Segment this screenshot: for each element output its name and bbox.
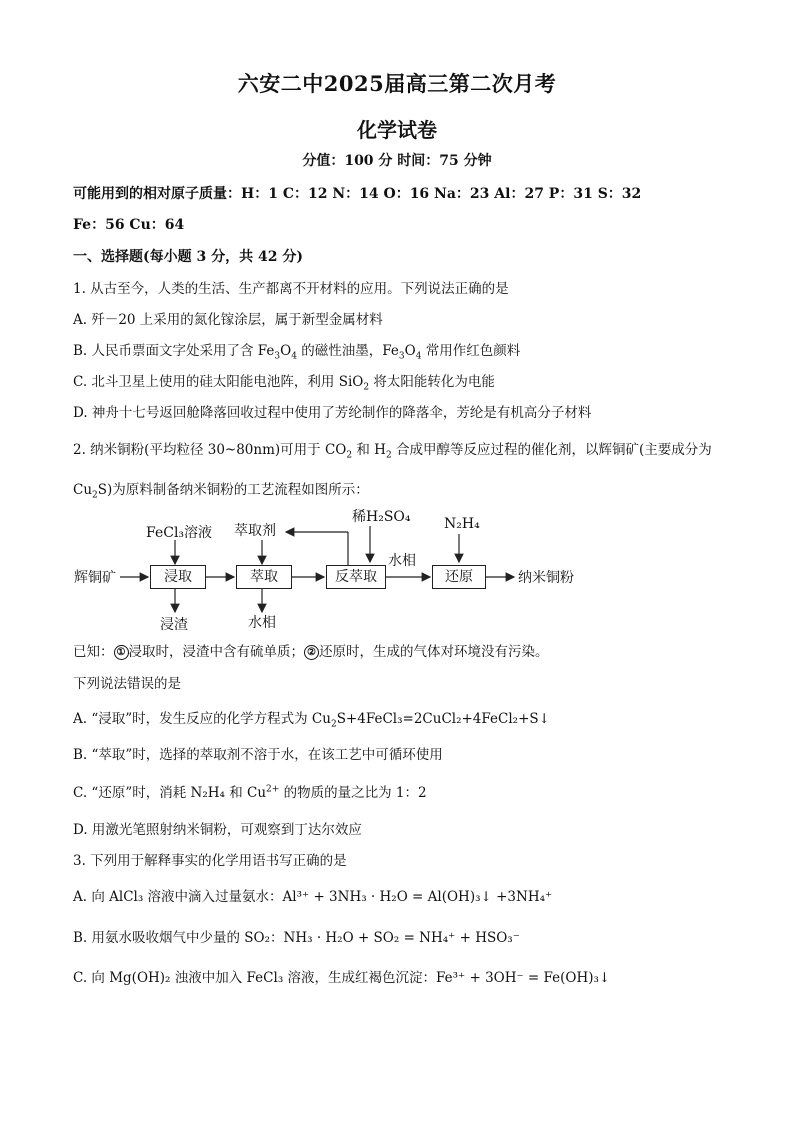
- process-flow-diagram: [70, 504, 610, 634]
- circled-two: ②: [304, 645, 319, 660]
- q2-stem: 2. 纳米铜粉(平均粒径 30~80nm)可用于 $CO_2$ 和 $H_2$ 合成甲醇等反应过程的催化剂，以辉铜矿(主要成分为: [73, 442, 712, 461]
- flow-step1-output: 浸渣: [160, 617, 188, 633]
- flow-step-extraction: 萃取: [236, 565, 292, 589]
- flow-step4-input: N₂H₄: [444, 516, 480, 532]
- q1-option-d: D. 神舟十七号返回舱降落回收过程中使用了芳纶制作的降落伞，芳纶是有机高分子材料: [73, 405, 592, 421]
- q2-known: 已知： ① 浸取时，浸渣中含有硫单质； ② 还原时，生成的气体对环境没有污染。: [73, 644, 549, 660]
- q2-option-a: A. “浸取”时，发生反应的化学方程式为 $Cu_2S+4FeCl_3=2CuCl_2+4FeCl_2+S↓$: [73, 711, 550, 730]
- flow-step2-output: 水相: [248, 615, 276, 631]
- flow-step-back-extraction: 反萃取: [326, 565, 386, 589]
- flow-step1-input: FeCl₃溶液: [146, 525, 213, 541]
- q2-option-d: D. 用激光笔照射纳米铜粉，可观察到丁达尔效应: [73, 822, 362, 838]
- flow-step-reduction: 还原: [432, 565, 486, 589]
- q1-option-b: B. 人民币票面文字处采用了含 $Fe_3O_4$ 的磁性油墨，$Fe_3O_4$ 常用作红色颜料: [73, 343, 521, 362]
- subject-title: 化学试卷: [357, 118, 437, 142]
- q3-option-a: A. 向 AlCl₃ 溶液中滴入过量氨水：Al³⁺ + 3NH₃ · H₂O = Al(OH)₃↓ +3NH₄⁺: [73, 889, 553, 905]
- q2-option-c: C. “还原”时，消耗 N₂H₄ 和 $Cu^{2+}$ 的物质的量之比为 1：2: [73, 784, 427, 801]
- q1-stem: 1. 从古至今，人类的生活、生产都离不开材料的应用。下列说法正确的是: [73, 281, 509, 297]
- q2-option-b: B. “萃取”时，选择的萃取剂不溶于水，在该工艺中可循环使用: [73, 747, 443, 763]
- q3-option-b: B. 用氨水吸收烟气中少量的 SO₂：NH₃ · H₂O + SO₂ = NH₄⁺ + HSO₃⁻: [73, 930, 520, 946]
- flow-step3-input: 稀H₂SO₄: [352, 509, 411, 525]
- q1-option-c: C. 北斗卫星上使用的硅太阳能电池阵，利用 SiO$_2$ 将太阳能转化为电能: [73, 374, 495, 393]
- q2-stem-2: $Cu_2S$)为原料制备纳米铜粉的工艺流程如图所示：: [73, 482, 369, 501]
- flow-output-label: 纳米铜粉: [518, 570, 574, 586]
- atomic-mass-line-1: 可能用到的相对原子质量：H：1 C：12 N：14 O：16 Na：23 Al：27 P：31 S：32: [73, 186, 642, 202]
- q1-option-a: A. 歼－20 上采用的氮化镓涂层，属于新型金属材料: [73, 312, 383, 328]
- flow-step2-input: 萃取剂: [234, 523, 276, 539]
- circled-one: ①: [114, 645, 129, 660]
- flow-step-leaching: 浸取: [150, 565, 206, 589]
- exam-meta: 分值：100 分 时间：75 分钟: [302, 153, 492, 169]
- q3-option-c: C. 向 Mg(OH)₂ 浊液中加入 FeCl₃ 溶液，生成红褐色沉淀：Fe³⁺ + 3OH⁻ = Fe(OH)₃↓: [73, 970, 611, 986]
- exam-title: 六安二中2025届高三第二次月考: [237, 71, 557, 96]
- flow-input-label: 辉铜矿: [74, 570, 116, 586]
- q2-ask: 下列说法错误的是: [73, 676, 181, 692]
- q3-stem: 3. 下列用于解释事实的化学用语书写正确的是: [73, 853, 347, 869]
- atomic-mass-line-2: Fe：56 Cu：64: [73, 217, 185, 233]
- section-heading: 一、选择题(每小题 3 分，共 42 分): [73, 249, 303, 265]
- flow-step3-output: 水相: [388, 553, 416, 569]
